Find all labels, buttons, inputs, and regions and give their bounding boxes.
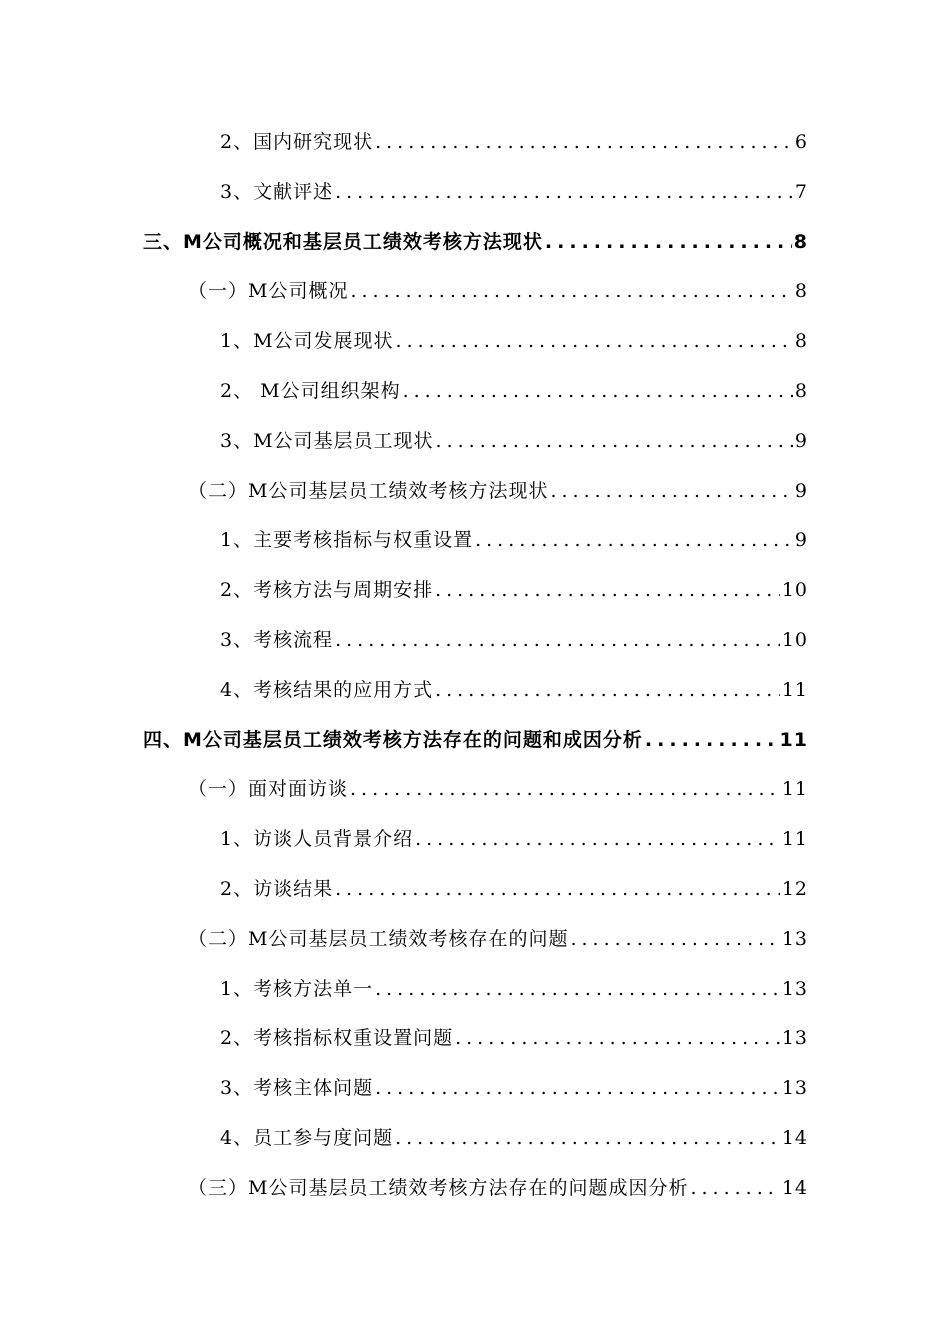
toc-entry[interactable] xyxy=(0,865,808,915)
toc-entry-label: 4、考核结果的应用方式 xyxy=(220,678,434,701)
toc-entry-label: 2、考核方法与周期安排 xyxy=(220,579,434,602)
toc-dot-leader xyxy=(435,566,780,616)
toc-entry-label: 1、考核方法单一 xyxy=(220,977,374,1000)
toc-dot-leader xyxy=(455,1014,780,1064)
toc-entry-page: 11 xyxy=(779,728,808,751)
toc-entry-page: 13 xyxy=(781,1077,808,1100)
toc-entry-page: 11 xyxy=(781,678,808,701)
toc-entry[interactable] xyxy=(0,1064,808,1114)
toc-dot-leader xyxy=(335,616,780,666)
toc-entry[interactable] xyxy=(0,965,808,1015)
toc-entry-label: 2、国内研究现状 xyxy=(220,131,374,153)
toc-entry-page: 8 xyxy=(794,379,808,402)
toc-entry[interactable] xyxy=(0,566,808,616)
toc-entry-page: 7 xyxy=(794,180,808,203)
toc-entry-label: 2、访谈结果 xyxy=(220,877,334,900)
toc-entry-label: 3、考核主体问题 xyxy=(220,1077,374,1100)
toc-entry-page: 9 xyxy=(794,529,808,552)
toc-dot-leader xyxy=(375,965,780,1015)
toc-entry-label: 四、M公司基层员工绩效考核方法存在的问题和成因分析 xyxy=(143,728,643,751)
toc-entry-label: 1、M公司发展现状 xyxy=(220,330,394,353)
toc-entry[interactable] xyxy=(0,417,808,467)
toc-entry-label: 4、员工参与度问题 xyxy=(220,1126,394,1149)
toc-entry-page: 8 xyxy=(793,230,808,253)
toc-entry-label: （一）面对面访谈 xyxy=(188,778,349,801)
toc-dot-leader xyxy=(350,267,792,317)
toc-dot-leader xyxy=(570,915,779,965)
toc-dot-leader xyxy=(436,417,793,467)
toc-entry-page: 12 xyxy=(781,877,808,900)
toc-entry-page: 10 xyxy=(781,579,808,602)
toc-entry-page: 13 xyxy=(781,977,808,1000)
toc-entry-page: 6 xyxy=(794,131,808,153)
toc-entry-page: 8 xyxy=(794,280,808,303)
toc-chapter-entry[interactable] xyxy=(0,218,808,268)
toc-entry-page: 14 xyxy=(781,1176,808,1199)
toc-entry-label: 3、M公司基层员工现状 xyxy=(220,429,434,452)
toc-entry-label: （一）M公司概况 xyxy=(188,280,349,303)
toc-section-entry[interactable] xyxy=(0,765,808,815)
toc-section-entry[interactable] xyxy=(0,467,808,517)
toc-entry[interactable] xyxy=(0,1114,808,1164)
toc-entry-label: （二）M公司基层员工绩效考核方法现状 xyxy=(188,479,549,502)
table-of-contents xyxy=(0,118,950,1214)
toc-entry-page: 8 xyxy=(794,330,808,353)
toc-dot-leader xyxy=(645,716,778,766)
toc-entry[interactable] xyxy=(0,516,808,566)
toc-dot-leader xyxy=(545,218,792,268)
toc-entry-page: 10 xyxy=(781,628,808,651)
toc-dot-leader xyxy=(403,367,793,417)
toc-entry[interactable] xyxy=(0,367,808,417)
toc-entry-label: （三）M公司基层员工绩效考核方法存在的问题成因分析 xyxy=(188,1176,689,1199)
toc-dot-leader xyxy=(335,168,793,218)
toc-entry[interactable] xyxy=(0,317,808,367)
toc-entry[interactable] xyxy=(0,815,808,865)
toc-entry-page: 11 xyxy=(781,828,808,851)
toc-entry-label: 2、 M公司组织架构 xyxy=(220,379,401,402)
toc-dot-leader xyxy=(396,317,793,367)
toc-dot-leader xyxy=(415,815,780,865)
toc-entry-label: 1、访谈人员背景介绍 xyxy=(220,828,414,851)
toc-dot-leader xyxy=(335,865,780,915)
toc-entry-page: 14 xyxy=(781,1126,808,1149)
toc-entry[interactable] xyxy=(0,1014,808,1064)
toc-dot-leader xyxy=(375,1064,780,1114)
toc-entry[interactable] xyxy=(0,168,808,218)
toc-dot-leader xyxy=(475,516,793,566)
toc-dot-leader xyxy=(395,1114,780,1164)
toc-entry-page: 11 xyxy=(781,778,808,801)
toc-entry[interactable] xyxy=(0,666,808,716)
toc-entry-label: 三、M公司概况和基层员工绩效考核方法现状 xyxy=(143,230,543,253)
toc-entry-label: 1、主要考核指标与权重设置 xyxy=(220,529,474,552)
toc-entry-page: 9 xyxy=(794,429,808,452)
toc-dot-leader xyxy=(350,765,780,815)
toc-entry[interactable] xyxy=(0,118,808,168)
toc-section-entry[interactable] xyxy=(0,1164,808,1214)
toc-dot-leader xyxy=(690,1164,779,1214)
toc-section-entry[interactable] xyxy=(0,915,808,965)
toc-entry[interactable] xyxy=(0,616,808,666)
toc-dot-leader xyxy=(375,118,793,168)
toc-section-entry[interactable] xyxy=(0,267,808,317)
toc-entry-label: 3、考核流程 xyxy=(220,628,334,651)
toc-entry-page: 9 xyxy=(794,479,808,502)
toc-chapter-entry[interactable] xyxy=(0,716,808,766)
toc-entry-page: 13 xyxy=(781,927,808,950)
toc-entry-page: 13 xyxy=(781,1027,808,1050)
toc-dot-leader xyxy=(550,467,792,517)
toc-entry-label: 2、考核指标权重设置问题 xyxy=(220,1027,454,1050)
toc-entry-label: 3、文献评述 xyxy=(220,180,334,203)
toc-entry-label: （二）M公司基层员工绩效考核存在的问题 xyxy=(188,927,569,950)
toc-dot-leader xyxy=(435,666,780,716)
